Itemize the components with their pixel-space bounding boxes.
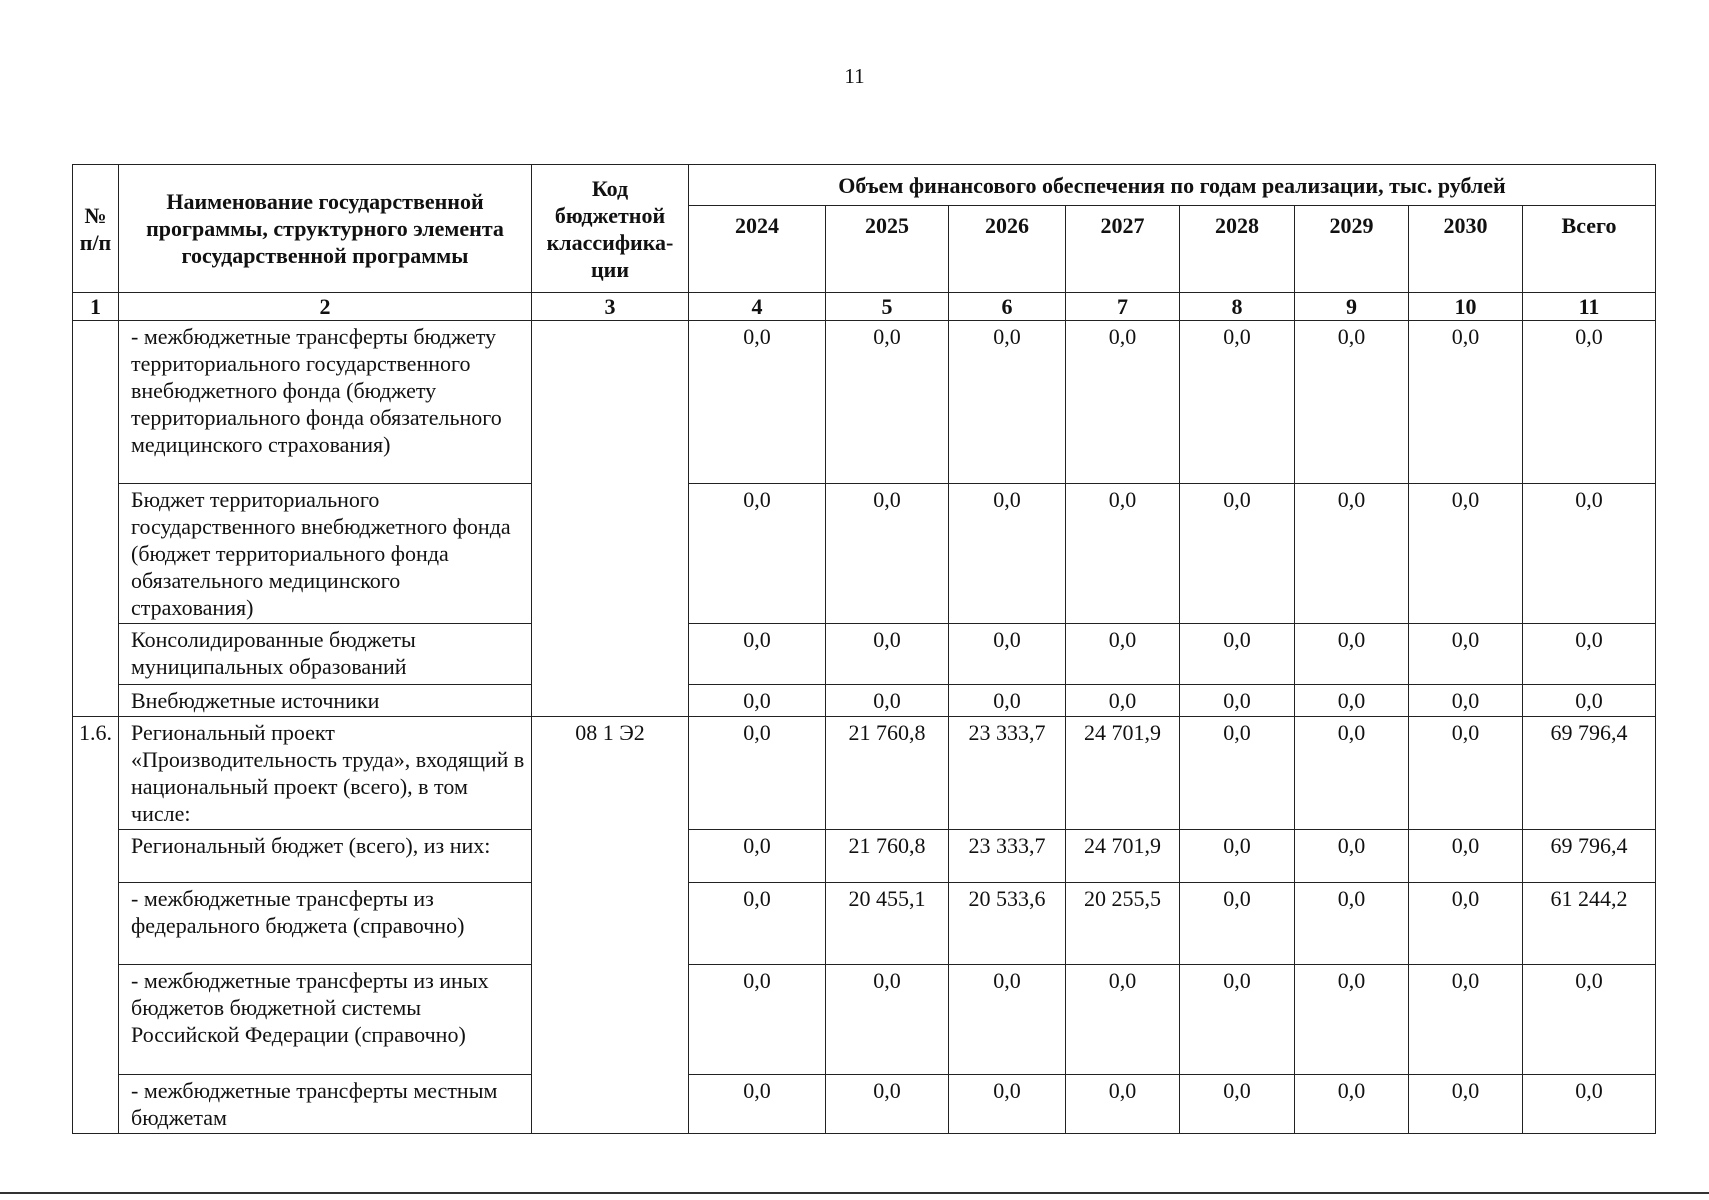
year-value-cell: 0,0	[1180, 717, 1295, 830]
column-index: 2	[119, 293, 532, 321]
column-index: 3	[532, 293, 689, 321]
year-value-cell: 0,0	[826, 685, 949, 717]
year-value-cell: 0,0	[1066, 965, 1180, 1075]
year-value-cell: 0,0	[689, 965, 826, 1075]
table-row	[73, 883, 1656, 965]
table-row	[73, 830, 1656, 883]
year-value-cell: 0,0	[1066, 1075, 1180, 1134]
column-index: 8	[1180, 293, 1295, 321]
year-value-cell: 0,0	[949, 484, 1066, 624]
year-value-cell: 0,0	[1180, 624, 1295, 685]
year-value-cell: 0,0	[1180, 484, 1295, 624]
year-value-cell: 0,0	[1180, 965, 1295, 1075]
header-year: 2027	[1066, 206, 1180, 293]
year-value-cell: 0,0	[1295, 965, 1409, 1075]
year-value-cell: 0,0	[689, 484, 826, 624]
column-index: 7	[1066, 293, 1180, 321]
year-value-cell: 0,0	[1409, 685, 1523, 717]
table-row	[73, 685, 1656, 717]
year-value-cell: 0,0	[689, 830, 826, 883]
row-name-cell: - межбюджетные трансферты местным бюджетам	[119, 1075, 532, 1134]
year-value-cell: 0,0	[1409, 883, 1523, 965]
year-value-cell: 0,0	[1409, 965, 1523, 1075]
budget-code-cell: 08 1 Э2	[532, 717, 689, 1134]
year-value-cell: 0,0	[689, 624, 826, 685]
year-value-cell: 0,0	[1066, 624, 1180, 685]
column-index: 6	[949, 293, 1066, 321]
year-value-cell: 24 701,9	[1066, 717, 1180, 830]
header-volume: Объем финансового обеспечения по годам реализации, тыс. рублей	[689, 165, 1656, 206]
year-value-cell: 0,0	[1066, 484, 1180, 624]
year-value-cell: 0,0	[1295, 321, 1409, 484]
total-value-cell: 69 796,4	[1523, 830, 1656, 883]
table-row	[73, 965, 1656, 1075]
year-value-cell: 0,0	[826, 624, 949, 685]
year-value-cell: 0,0	[1066, 321, 1180, 484]
row-name-cell: - межбюджетные трансферты из федерального бюджета (справочно)	[119, 883, 532, 965]
year-value-cell: 0,0	[1409, 1075, 1523, 1134]
column-index: 10	[1409, 293, 1523, 321]
year-value-cell: 0,0	[1409, 830, 1523, 883]
total-value-cell: 0,0	[1523, 965, 1656, 1075]
total-value-cell: 0,0	[1523, 624, 1656, 685]
header-year: 2025	[826, 206, 949, 293]
year-value-cell: 0,0	[1180, 883, 1295, 965]
year-value-cell: 0,0	[826, 321, 949, 484]
row-name-cell: Внебюджетные источники	[119, 685, 532, 717]
total-value-cell: 0,0	[1523, 484, 1656, 624]
header-year: 2026	[949, 206, 1066, 293]
column-index: 1	[73, 293, 119, 321]
row-name-cell: Бюджет территориального государственного внебюджетного фонда (бюджет территориального фонда обязательного медицинского страхования)	[119, 484, 532, 624]
budget-code-cell	[532, 321, 689, 717]
row-name-cell: - межбюджетные трансферты бюджету территориального государственного внебюджетного фонда (бюджету территориального фонда обязательного медицинского страхования)	[119, 321, 532, 484]
year-value-cell: 21 760,8	[826, 830, 949, 883]
year-value-cell: 0,0	[689, 717, 826, 830]
year-value-cell: 0,0	[689, 321, 826, 484]
table-row	[73, 1075, 1656, 1134]
year-value-cell: 0,0	[1295, 624, 1409, 685]
header-code: Код бюджетной классифика-ции	[532, 165, 689, 293]
total-value-cell: 61 244,2	[1523, 883, 1656, 965]
page-bottom-edge	[0, 1192, 1709, 1194]
year-value-cell: 0,0	[826, 484, 949, 624]
year-value-cell: 0,0	[1295, 1075, 1409, 1134]
table-row	[73, 624, 1656, 685]
year-value-cell: 21 760,8	[826, 717, 949, 830]
year-value-cell: 0,0	[1409, 321, 1523, 484]
year-value-cell: 0,0	[1295, 883, 1409, 965]
year-value-cell: 0,0	[689, 685, 826, 717]
year-value-cell: 0,0	[689, 883, 826, 965]
year-value-cell: 0,0	[826, 1075, 949, 1134]
total-value-cell: 0,0	[1523, 321, 1656, 484]
header-num: № п/п	[73, 165, 119, 293]
financing-table	[72, 164, 1656, 1134]
year-value-cell: 23 333,7	[949, 717, 1066, 830]
header-name: Наименование государственной программы, структурного элемента государственной программы	[119, 165, 532, 293]
financing-table-wrapper	[72, 164, 1656, 1134]
row-number-cell	[73, 321, 119, 717]
total-value-cell: 0,0	[1523, 1075, 1656, 1134]
year-value-cell: 0,0	[1295, 717, 1409, 830]
year-value-cell: 0,0	[949, 685, 1066, 717]
total-value-cell: 0,0	[1523, 685, 1656, 717]
year-value-cell: 0,0	[1180, 1075, 1295, 1134]
total-value-cell: 69 796,4	[1523, 717, 1656, 830]
year-value-cell: 20 533,6	[949, 883, 1066, 965]
year-value-cell: 0,0	[1295, 484, 1409, 624]
table-row	[73, 484, 1656, 624]
header-year: 2030	[1409, 206, 1523, 293]
year-value-cell: 0,0	[1180, 830, 1295, 883]
year-value-cell: 0,0	[1180, 321, 1295, 484]
table-body	[73, 321, 1656, 1134]
year-value-cell: 0,0	[689, 1075, 826, 1134]
row-name-cell: Региональный бюджет (всего), из них:	[119, 830, 532, 883]
year-value-cell: 0,0	[1295, 685, 1409, 717]
year-value-cell: 24 701,9	[1066, 830, 1180, 883]
year-value-cell: 0,0	[949, 1075, 1066, 1134]
header-year: 2028	[1180, 206, 1295, 293]
year-value-cell: 0,0	[1066, 685, 1180, 717]
year-value-cell: 0,0	[949, 965, 1066, 1075]
column-index: 5	[826, 293, 949, 321]
year-value-cell: 0,0	[1409, 717, 1523, 830]
table-row	[73, 717, 1656, 830]
page-number: 11	[844, 64, 865, 88]
header-year: 2029	[1295, 206, 1409, 293]
row-name-cell: Консолидированные бюджеты муниципальных образований	[119, 624, 532, 685]
table-row	[73, 321, 1656, 484]
row-name-cell: - межбюджетные трансферты из иных бюджетов бюджетной системы Российской Федерации (справочно)	[119, 965, 532, 1075]
year-value-cell: 0,0	[1180, 685, 1295, 717]
year-value-cell: 0,0	[949, 321, 1066, 484]
header-year: 2024	[689, 206, 826, 293]
year-value-cell: 0,0	[949, 624, 1066, 685]
column-index: 9	[1295, 293, 1409, 321]
year-value-cell: 0,0	[1409, 484, 1523, 624]
row-name-cell: Региональный проект «Производительность труда», входящий в национальный проект (всего), в том числе:	[119, 717, 532, 830]
year-value-cell: 0,0	[1409, 624, 1523, 685]
year-value-cell: 0,0	[1295, 830, 1409, 883]
year-value-cell: 20 255,5	[1066, 883, 1180, 965]
year-value-cell: 20 455,1	[826, 883, 949, 965]
year-value-cell: 0,0	[826, 965, 949, 1075]
header-total: Всего	[1523, 206, 1656, 293]
column-index: 11	[1523, 293, 1656, 321]
row-number-cell: 1.6.	[73, 717, 119, 1134]
year-value-cell: 23 333,7	[949, 830, 1066, 883]
column-index: 4	[689, 293, 826, 321]
